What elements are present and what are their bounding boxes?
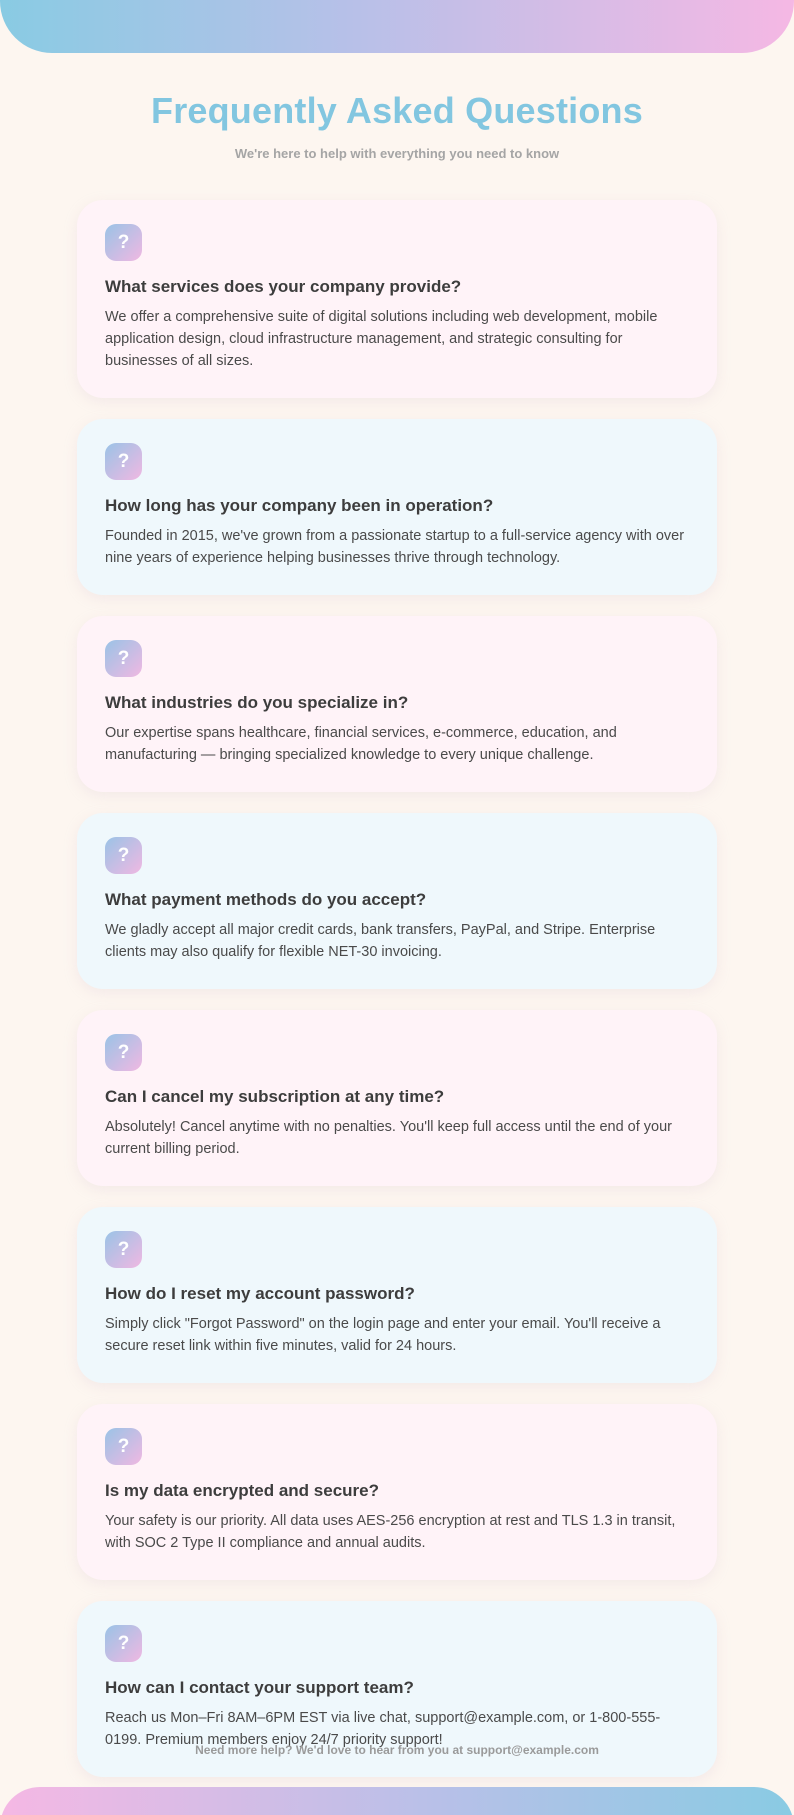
- faq-item: [77, 1404, 717, 1580]
- question-mark-icon: ?: [105, 640, 142, 677]
- faq-question: How do I reset my account password?: [105, 1284, 415, 1303]
- faq-question: What payment methods do you accept?: [105, 890, 427, 909]
- faq-item: [77, 1010, 717, 1186]
- question-mark-icon: ?: [105, 443, 142, 480]
- question-mark-icon: ?: [105, 1034, 142, 1071]
- page-title: Frequently Asked Questions: [151, 90, 643, 131]
- faq-item: [77, 1207, 717, 1383]
- faq-answer: Our expertise spans healthcare, financial services, e-commerce, education, and manufacturing — bringing specialized knowledge to every unique challenge.: [105, 725, 617, 763]
- faq-question: What services does your company provide?: [105, 277, 462, 296]
- page-header: [0, 88, 794, 162]
- question-mark-icon: ?: [105, 837, 142, 874]
- faq-question: Can I cancel my subscription at any time?: [105, 1087, 445, 1106]
- top-decorative-band: [0, 0, 794, 53]
- faq-answer: Founded in 2015, we've grown from a passionate startup to a full-service agency with over nine years of experience helping businesses thrive through technology.: [105, 528, 685, 566]
- faq-answer: Reach us Mon–Fri 8AM–6PM EST via live chat, support@example.com, or 1-800-555-0199. Premium members enjoy 24/7 priority support!: [105, 1710, 661, 1748]
- faq-item: [77, 616, 717, 792]
- faq-answer: We gladly accept all major credit cards, bank transfers, PayPal, and Stripe. Enterprise clients may also qualify for flexible NET-30 invoicing.: [105, 922, 656, 960]
- question-mark-icon: ?: [105, 1231, 142, 1268]
- faq-item: [77, 200, 717, 398]
- question-mark-icon: ?: [105, 224, 142, 261]
- faq-question: How can I contact your support team?: [105, 1678, 414, 1697]
- faq-question: Is my data encrypted and secure?: [105, 1481, 379, 1500]
- footer-note: Need more help? We'd love to hear from you at support@example.com: [195, 1743, 599, 1757]
- faq-item: [77, 419, 717, 595]
- faq-question: What industries do you specialize in?: [105, 693, 409, 712]
- question-mark-icon: ?: [105, 1428, 142, 1465]
- faq-question: How long has your company been in operation?: [105, 496, 494, 515]
- question-mark-icon: ?: [105, 1625, 142, 1662]
- faq-list: [77, 200, 717, 1798]
- bottom-decorative-band: [0, 1787, 794, 1815]
- faq-item: [77, 813, 717, 989]
- faq-answer: We offer a comprehensive suite of digital solutions including web development, mobile application design, cloud infrastructure management, and strategic consulting for businesses of all sizes.: [105, 309, 658, 369]
- faq-answer: Your safety is our priority. All data uses AES-256 encryption at rest and TLS 1.3 in transit, with SOC 2 Type II compliance and annual audits.: [105, 1513, 676, 1551]
- faq-answer: Simply click "Forgot Password" on the login page and enter your email. You'll receive a secure reset link within five minutes, valid for 24 hours.: [105, 1316, 661, 1354]
- faq-answer: Absolutely! Cancel anytime with no penalties. You'll keep full access until the end of your current billing period.: [105, 1119, 672, 1157]
- page-subtitle: We're here to help with everything you need to know: [234, 146, 560, 161]
